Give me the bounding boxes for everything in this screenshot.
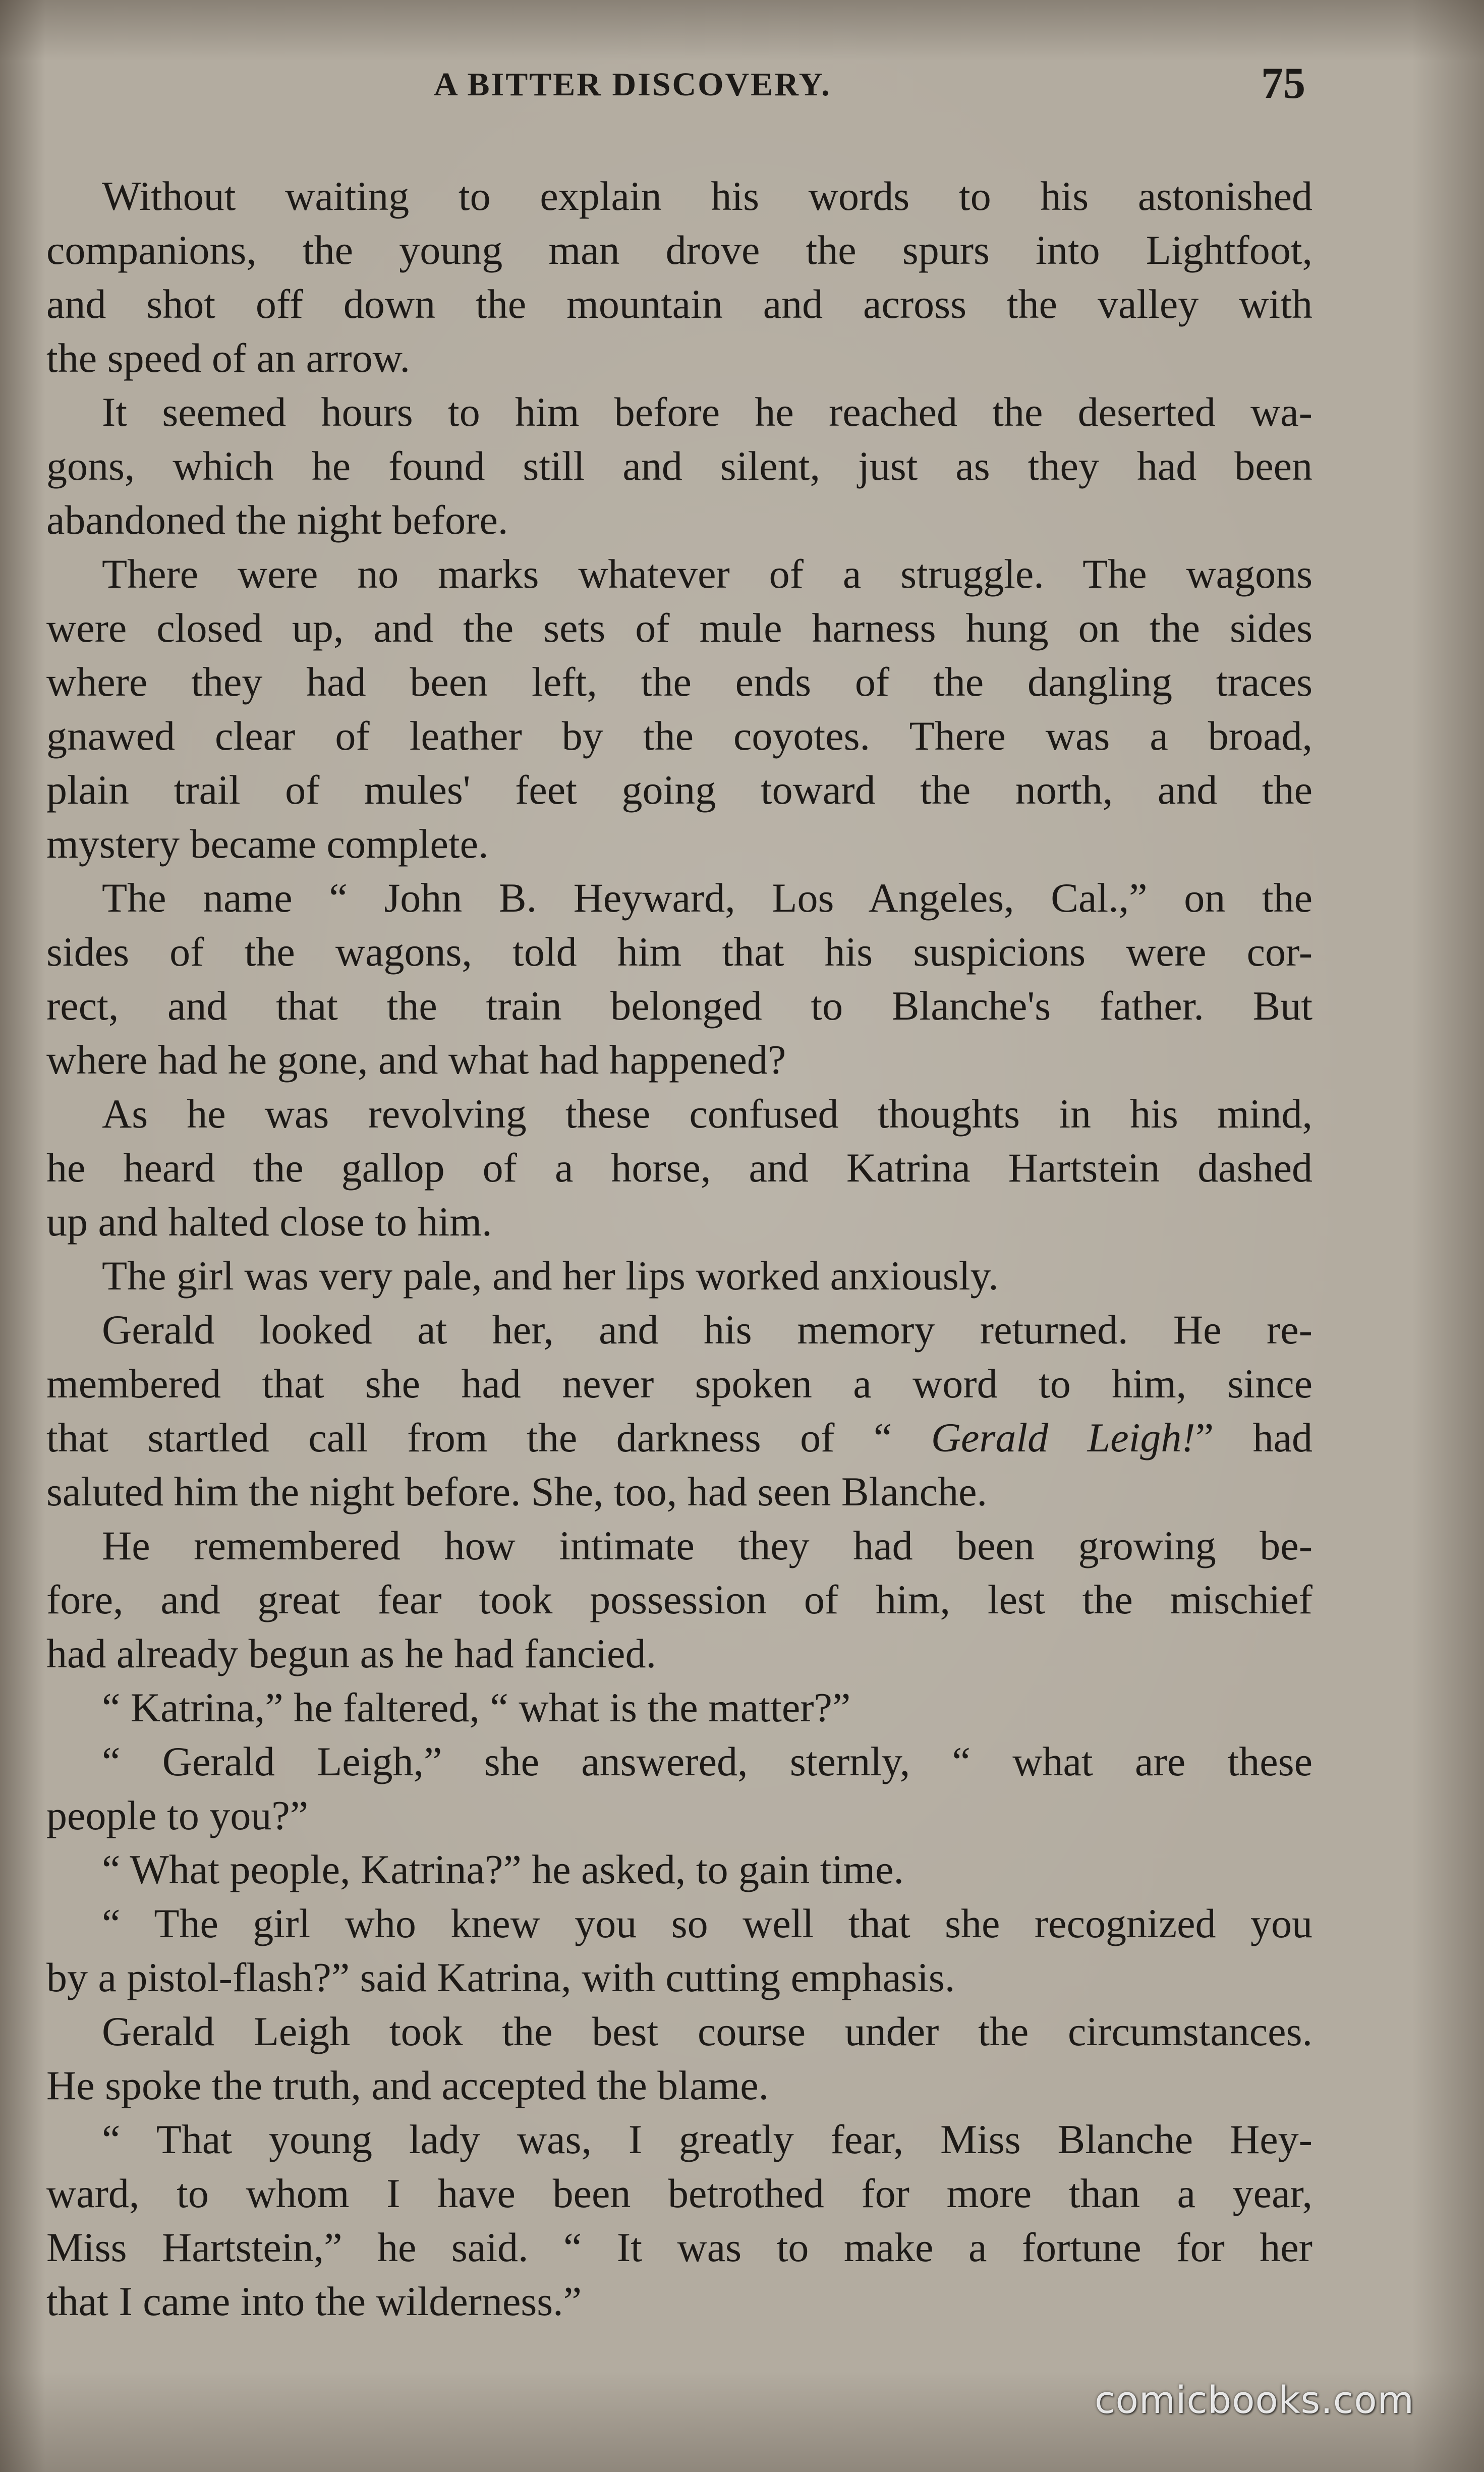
italic-name: Gerald Leigh! — [931, 1415, 1195, 1460]
text-line: the speed of an arrow. — [46, 335, 410, 381]
text-line: up and halted close to him. — [46, 1199, 492, 1245]
text-line: had already begun as he had fancied. — [46, 1631, 656, 1676]
text-line: sides of the wagons, told him that his suspicions were cor- — [46, 929, 1312, 975]
text-line: Gerald looked at her, and his memory returned. He re- — [102, 1307, 1312, 1353]
text-line: rect, and that the train belonged to Blanche's father. But — [46, 983, 1312, 1029]
text-line: Gerald Leigh took the best course under the circumstances. — [102, 2008, 1312, 2054]
text-line-with-italic — [46, 1411, 1312, 1465]
text-line: plain trail of mules' feet going toward the north, and the — [46, 767, 1312, 813]
text-line: and shot off down the mountain and across the valley with — [46, 281, 1312, 327]
text-line: “ That young lady was, I greatly fear, Miss Blanche Hey- — [102, 2116, 1312, 2162]
text-line: gnawed clear of leather by the coyotes. There was a broad, — [46, 713, 1312, 759]
text-line: Without waiting to explain his words to his astonished — [102, 173, 1312, 219]
text-segment: ” had — [1195, 1415, 1312, 1460]
text-line: mystery became complete. — [46, 821, 489, 867]
text-line: “ The girl who knew you so well that she recognized you — [102, 1900, 1312, 1946]
text-line: fore, and great fear took possession of him, lest the mischief — [46, 1577, 1312, 1622]
text-segment: that startled call from the darkness of “ — [46, 1415, 931, 1460]
text-line: that I came into the wilderness.” — [46, 2278, 582, 2324]
text-line: “ What people, Katrina?” he asked, to gain time. — [102, 1846, 904, 1892]
body-text — [46, 169, 1312, 2328]
text-line: The girl was very pale, and her lips worked anxiously. — [102, 1253, 999, 1299]
text-line: It seemed hours to him before he reached the deserted wa- — [102, 389, 1312, 435]
running-head: A BITTER DISCOVERY. — [434, 66, 831, 103]
text-line: membered that she had never spoken a word to him, since — [46, 1361, 1312, 1407]
text-line: people to you?” — [46, 1792, 309, 1838]
text-line: Miss Hartstein,” he said. “ It was to make a fortune for her — [46, 2224, 1312, 2270]
text-line: He spoke the truth, and accepted the blame. — [46, 2062, 769, 2108]
text-line: As he was revolving these confused thoughts in his mind, — [102, 1091, 1312, 1137]
text-line: gons, which he found still and silent, just as they had been — [46, 443, 1312, 489]
text-line: where had he gone, and what had happened? — [46, 1037, 786, 1083]
text-line: by a pistol-flash?” said Katrina, with cutting emphasis. — [46, 1954, 955, 2000]
text-line: saluted him the night before. She, too, had seen Blanche. — [46, 1469, 988, 1514]
text-line: were closed up, and the sets of mule harness hung on the sides — [46, 605, 1312, 651]
text-line: he heard the gallop of a horse, and Katrina Hartstein dashed — [46, 1145, 1312, 1191]
text-line: “ Gerald Leigh,” she answered, sternly, “ what are these — [102, 1738, 1312, 1784]
text-line: where they had been left, the ends of the dangling traces — [46, 659, 1312, 705]
text-line: He remembered how intimate they had been growing be- — [102, 1523, 1312, 1568]
watermark: comicbooks.com — [1095, 2379, 1414, 2422]
text-line: “ Katrina,” he faltered, “ what is the matter?” — [102, 1684, 851, 1730]
text-line: The name “ John B. Heyward, Los Angeles, Cal.,” on the — [102, 875, 1312, 921]
text-line: abandoned the night before. — [46, 497, 508, 543]
page-number: 75 — [1261, 59, 1305, 108]
text-line: There were no marks whatever of a struggle. The wagons — [102, 551, 1312, 597]
text-line: companions, the young man drove the spurs into Lightfoot, — [46, 227, 1312, 273]
text-line: ward, to whom I have been betrothed for more than a year, — [46, 2170, 1312, 2216]
